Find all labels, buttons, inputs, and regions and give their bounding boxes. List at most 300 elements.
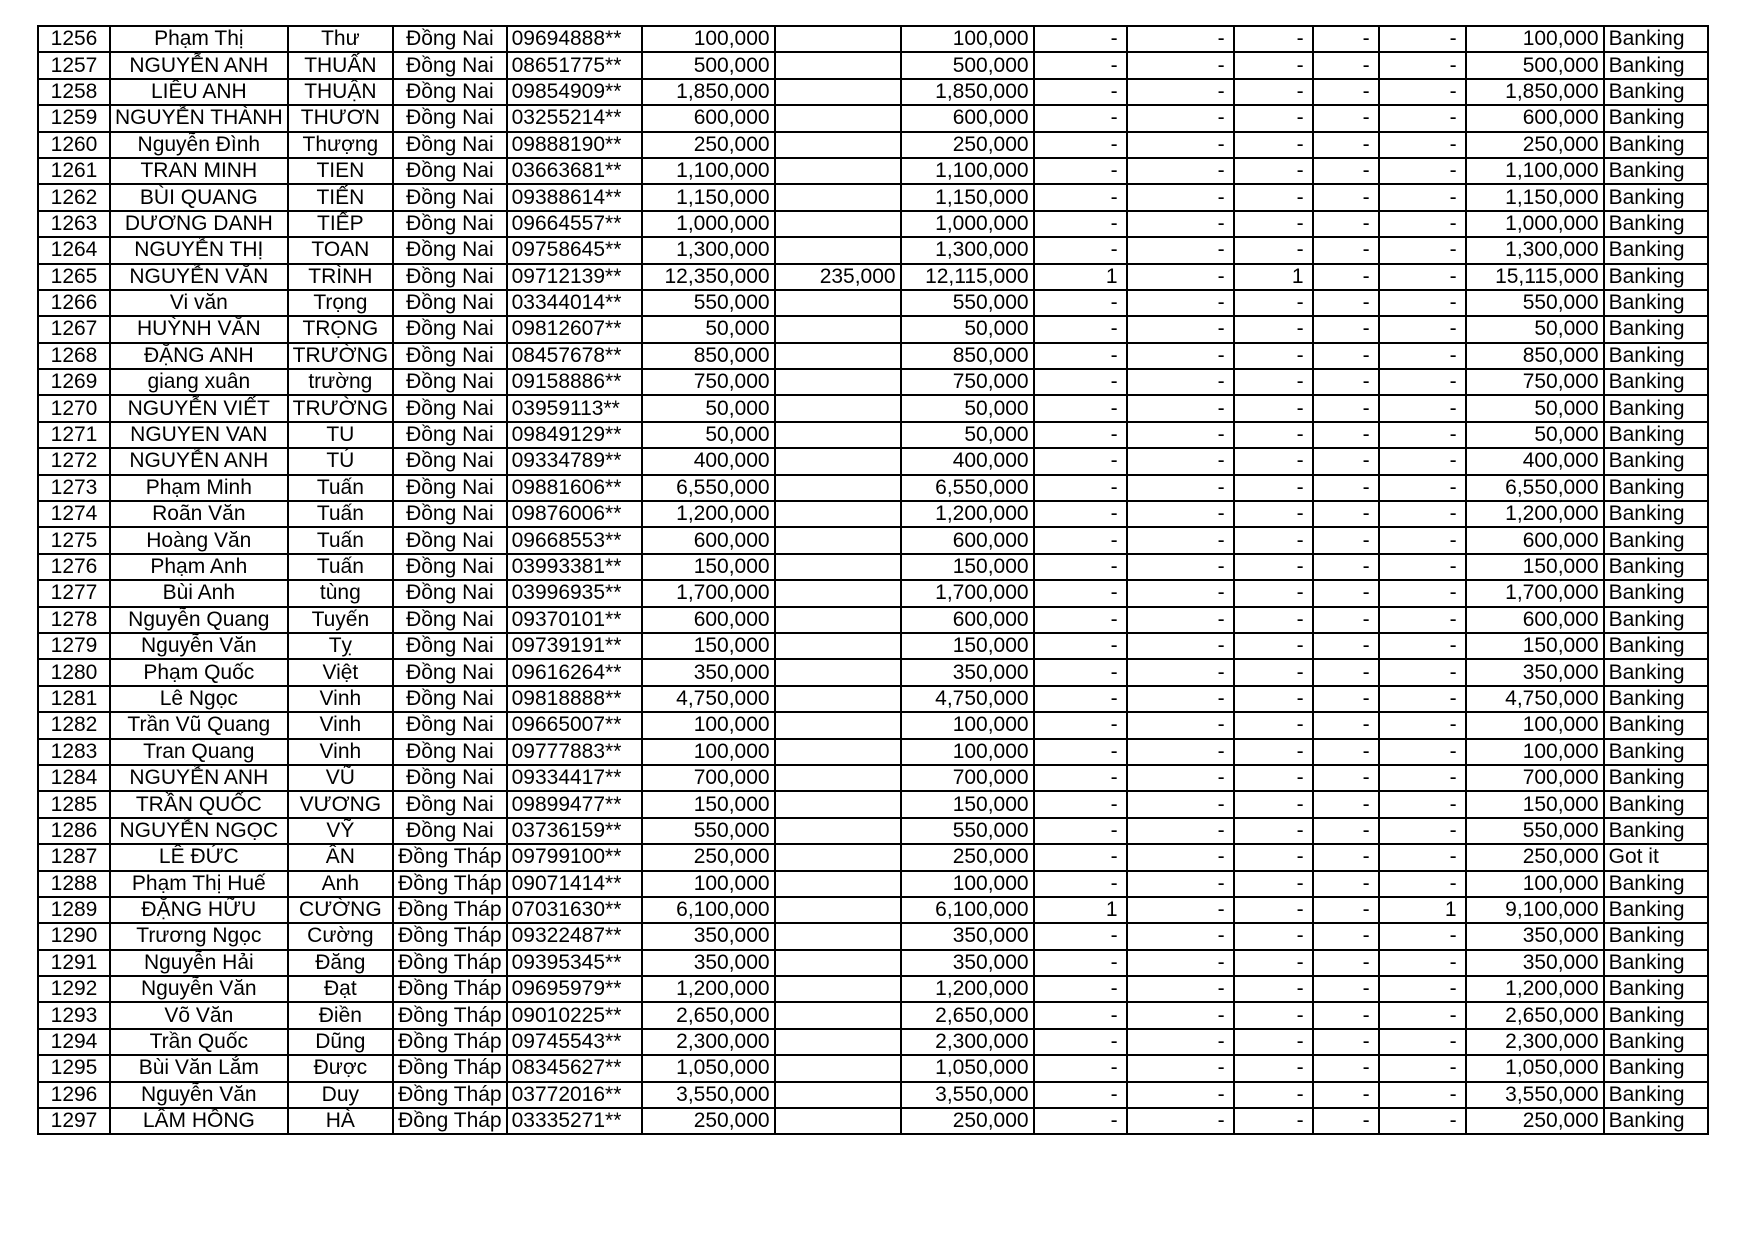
table-row — [38, 923, 1708, 949]
payment-method-cell: Banking — [1604, 316, 1708, 342]
amount-cell: 250,000 — [642, 132, 775, 158]
province-cell: Đồng Nai — [393, 712, 507, 738]
flag-a-cell: - — [1034, 290, 1127, 316]
deduction-cell — [775, 686, 901, 712]
flag-a-cell: - — [1034, 791, 1127, 817]
flag-e-cell: - — [1379, 105, 1466, 131]
amount-cell: 600,000 — [642, 527, 775, 553]
province-cell: Đồng Tháp — [393, 1082, 507, 1108]
given-name-cell: ÂN — [288, 844, 393, 870]
flag-d-cell: - — [1313, 1002, 1379, 1028]
given-name-cell: TRƯỜNG — [288, 395, 393, 421]
row-number-cell: 1268 — [38, 343, 110, 369]
total-cell: 600,000 — [1466, 607, 1604, 633]
deduction-cell — [775, 1029, 901, 1055]
flag-c-cell: - — [1234, 501, 1313, 527]
amount-cell: 1,050,000 — [642, 1055, 775, 1081]
flag-b-cell: - — [1127, 527, 1234, 553]
row-number-cell: 1290 — [38, 923, 110, 949]
table-row — [38, 818, 1708, 844]
flag-e-cell: - — [1379, 448, 1466, 474]
row-number-cell: 1281 — [38, 686, 110, 712]
flag-c-cell: - — [1234, 184, 1313, 210]
flag-d-cell: - — [1313, 686, 1379, 712]
flag-e-cell: - — [1379, 422, 1466, 448]
flag-b-cell: - — [1127, 26, 1234, 52]
flag-d-cell: - — [1313, 818, 1379, 844]
net-amount-cell: 1,200,000 — [901, 976, 1034, 1002]
deduction-cell — [775, 580, 901, 606]
flag-d-cell: - — [1313, 1108, 1379, 1134]
flag-d-cell: - — [1313, 527, 1379, 553]
flag-c-cell: - — [1234, 739, 1313, 765]
flag-c-cell: - — [1234, 369, 1313, 395]
total-cell: 150,000 — [1466, 554, 1604, 580]
phone-cell: 03335271** — [507, 1108, 642, 1134]
table-row — [38, 765, 1708, 791]
flag-b-cell: - — [1127, 739, 1234, 765]
net-amount-cell: 700,000 — [901, 765, 1034, 791]
payment-method-cell: Banking — [1604, 422, 1708, 448]
province-cell: Đồng Nai — [393, 580, 507, 606]
deduction-cell — [775, 739, 901, 765]
table-row — [38, 369, 1708, 395]
table-row — [38, 475, 1708, 501]
flag-c-cell: - — [1234, 554, 1313, 580]
total-cell: 50,000 — [1466, 395, 1604, 421]
row-number-cell: 1296 — [38, 1082, 110, 1108]
amount-cell: 2,300,000 — [642, 1029, 775, 1055]
flag-b-cell: - — [1127, 950, 1234, 976]
total-cell: 600,000 — [1466, 527, 1604, 553]
net-amount-cell: 850,000 — [901, 343, 1034, 369]
flag-b-cell: - — [1127, 422, 1234, 448]
flag-c-cell: - — [1234, 686, 1313, 712]
flag-d-cell: - — [1313, 79, 1379, 105]
flag-b-cell: - — [1127, 343, 1234, 369]
phone-cell: 09849129** — [507, 422, 642, 448]
table-row — [38, 26, 1708, 52]
province-cell: Đồng Nai — [393, 264, 507, 290]
flag-b-cell: - — [1127, 369, 1234, 395]
table-row — [38, 290, 1708, 316]
given-name-cell: Việt — [288, 659, 393, 685]
table-row — [38, 844, 1708, 870]
flag-b-cell: - — [1127, 501, 1234, 527]
payment-method-cell: Banking — [1604, 132, 1708, 158]
net-amount-cell: 600,000 — [901, 105, 1034, 131]
total-cell: 100,000 — [1466, 26, 1604, 52]
flag-d-cell: - — [1313, 475, 1379, 501]
table-row — [38, 237, 1708, 263]
surname-middle-cell: LIÊU ANH — [110, 79, 288, 105]
row-number-cell: 1276 — [38, 554, 110, 580]
total-cell: 550,000 — [1466, 818, 1604, 844]
province-cell: Đồng Tháp — [393, 1055, 507, 1081]
flag-e-cell: - — [1379, 184, 1466, 210]
table-row — [38, 132, 1708, 158]
flag-d-cell: - — [1313, 369, 1379, 395]
given-name-cell: TRƯỜNG — [288, 343, 393, 369]
flag-b-cell: - — [1127, 659, 1234, 685]
payment-method-cell: Banking — [1604, 923, 1708, 949]
flag-c-cell: - — [1234, 527, 1313, 553]
phone-cell: 09694888** — [507, 26, 642, 52]
row-number-cell: 1274 — [38, 501, 110, 527]
flag-d-cell: - — [1313, 580, 1379, 606]
table-row — [38, 633, 1708, 659]
net-amount-cell: 50,000 — [901, 395, 1034, 421]
phone-cell: 09818888** — [507, 686, 642, 712]
flag-e-cell: - — [1379, 871, 1466, 897]
flag-d-cell: - — [1313, 343, 1379, 369]
amount-cell: 700,000 — [642, 765, 775, 791]
payment-method-cell: Banking — [1604, 554, 1708, 580]
row-number-cell: 1264 — [38, 237, 110, 263]
given-name-cell: Tuyến — [288, 607, 393, 633]
flag-b-cell: - — [1127, 105, 1234, 131]
payment-method-cell: Banking — [1604, 448, 1708, 474]
surname-middle-cell: Phạm Thị Huế — [110, 871, 288, 897]
net-amount-cell: 600,000 — [901, 607, 1034, 633]
flag-a-cell: - — [1034, 844, 1127, 870]
payment-method-cell: Banking — [1604, 369, 1708, 395]
total-cell: 850,000 — [1466, 343, 1604, 369]
flag-a-cell: - — [1034, 211, 1127, 237]
flag-d-cell: - — [1313, 554, 1379, 580]
amount-cell: 4,750,000 — [642, 686, 775, 712]
flag-a-cell: - — [1034, 950, 1127, 976]
amount-cell: 3,550,000 — [642, 1082, 775, 1108]
flag-c-cell: - — [1234, 659, 1313, 685]
flag-c-cell: - — [1234, 1055, 1313, 1081]
net-amount-cell: 400,000 — [901, 448, 1034, 474]
surname-middle-cell: NGUYỄN NGỌC — [110, 818, 288, 844]
total-cell: 1,050,000 — [1466, 1055, 1604, 1081]
given-name-cell: Đạt — [288, 976, 393, 1002]
payment-method-cell: Banking — [1604, 1108, 1708, 1134]
total-cell: 2,650,000 — [1466, 1002, 1604, 1028]
flag-b-cell: - — [1127, 712, 1234, 738]
flag-c-cell: - — [1234, 237, 1313, 263]
flag-c-cell: - — [1234, 343, 1313, 369]
table-row — [38, 1029, 1708, 1055]
flag-e-cell: - — [1379, 791, 1466, 817]
flag-a-cell: - — [1034, 1082, 1127, 1108]
flag-b-cell: - — [1127, 448, 1234, 474]
flag-a-cell: - — [1034, 132, 1127, 158]
flag-e-cell: - — [1379, 527, 1466, 553]
flag-b-cell: - — [1127, 818, 1234, 844]
payment-method-cell: Banking — [1604, 633, 1708, 659]
flag-e-cell: - — [1379, 343, 1466, 369]
given-name-cell: Được — [288, 1055, 393, 1081]
flag-d-cell: - — [1313, 237, 1379, 263]
flag-a-cell: - — [1034, 527, 1127, 553]
given-name-cell: VƯƠNG — [288, 791, 393, 817]
flag-b-cell: - — [1127, 580, 1234, 606]
flag-b-cell: - — [1127, 1082, 1234, 1108]
deduction-cell — [775, 158, 901, 184]
row-number-cell: 1266 — [38, 290, 110, 316]
total-cell: 1,200,000 — [1466, 976, 1604, 1002]
flag-d-cell: - — [1313, 422, 1379, 448]
table-row — [38, 501, 1708, 527]
given-name-cell: VŨ — [288, 765, 393, 791]
province-cell: Đồng Nai — [393, 448, 507, 474]
total-cell: 3,550,000 — [1466, 1082, 1604, 1108]
flag-a-cell: - — [1034, 26, 1127, 52]
deduction-cell — [775, 1082, 901, 1108]
amount-cell: 1,150,000 — [642, 184, 775, 210]
net-amount-cell: 6,100,000 — [901, 897, 1034, 923]
flag-e-cell: - — [1379, 818, 1466, 844]
table-row — [38, 448, 1708, 474]
table-row — [38, 343, 1708, 369]
flag-d-cell: - — [1313, 264, 1379, 290]
deduction-cell — [775, 791, 901, 817]
flag-c-cell: 1 — [1234, 264, 1313, 290]
net-amount-cell: 550,000 — [901, 290, 1034, 316]
flag-a-cell: - — [1034, 923, 1127, 949]
amount-cell: 1,200,000 — [642, 976, 775, 1002]
given-name-cell: TÚ — [288, 448, 393, 474]
payment-method-cell: Banking — [1604, 897, 1708, 923]
total-cell: 250,000 — [1466, 132, 1604, 158]
flag-b-cell: - — [1127, 633, 1234, 659]
province-cell: Đồng Nai — [393, 739, 507, 765]
province-cell: Đồng Tháp — [393, 844, 507, 870]
deduction-cell — [775, 818, 901, 844]
flag-e-cell: - — [1379, 765, 1466, 791]
phone-cell: 07031630** — [507, 897, 642, 923]
deduction-cell — [775, 79, 901, 105]
province-cell: Đồng Nai — [393, 290, 507, 316]
net-amount-cell: 750,000 — [901, 369, 1034, 395]
flag-a-cell: - — [1034, 79, 1127, 105]
row-number-cell: 1282 — [38, 712, 110, 738]
deduction-cell — [775, 132, 901, 158]
flag-a-cell: - — [1034, 1055, 1127, 1081]
flag-a-cell: 1 — [1034, 897, 1127, 923]
row-number-cell: 1272 — [38, 448, 110, 474]
given-name-cell: TIẾN — [288, 184, 393, 210]
surname-middle-cell: Tran Quang — [110, 739, 288, 765]
total-cell: 100,000 — [1466, 712, 1604, 738]
flag-e-cell: - — [1379, 1108, 1466, 1134]
phone-cell: 09664557** — [507, 211, 642, 237]
flag-b-cell: - — [1127, 264, 1234, 290]
payment-method-cell: Banking — [1604, 739, 1708, 765]
deduction-cell — [775, 290, 901, 316]
surname-middle-cell: NGUYỄN THỊ — [110, 237, 288, 263]
province-cell: Đồng Nai — [393, 686, 507, 712]
surname-middle-cell: LÊ ĐỨC — [110, 844, 288, 870]
deduction-cell — [775, 52, 901, 78]
deduction-cell — [775, 1055, 901, 1081]
total-cell: 9,100,000 — [1466, 897, 1604, 923]
flag-c-cell: - — [1234, 105, 1313, 131]
flag-b-cell: - — [1127, 316, 1234, 342]
province-cell: Đồng Nai — [393, 475, 507, 501]
flag-a-cell: - — [1034, 554, 1127, 580]
flag-e-cell: - — [1379, 1029, 1466, 1055]
surname-middle-cell: Võ Văn — [110, 1002, 288, 1028]
net-amount-cell: 1,000,000 — [901, 211, 1034, 237]
province-cell: Đồng Nai — [393, 316, 507, 342]
total-cell: 1,700,000 — [1466, 580, 1604, 606]
total-cell: 350,000 — [1466, 950, 1604, 976]
surname-middle-cell: LÂM HỒNG — [110, 1108, 288, 1134]
total-cell: 6,550,000 — [1466, 475, 1604, 501]
flag-b-cell: - — [1127, 290, 1234, 316]
flag-b-cell: - — [1127, 923, 1234, 949]
deduction-cell — [775, 897, 901, 923]
province-cell: Đồng Nai — [393, 343, 507, 369]
row-number-cell: 1287 — [38, 844, 110, 870]
given-name-cell: Tuấn — [288, 475, 393, 501]
table-row — [38, 105, 1708, 131]
phone-cell: 03255214** — [507, 105, 642, 131]
amount-cell: 1,000,000 — [642, 211, 775, 237]
amount-cell: 400,000 — [642, 448, 775, 474]
row-number-cell: 1294 — [38, 1029, 110, 1055]
payment-method-cell: Banking — [1604, 686, 1708, 712]
flag-a-cell: - — [1034, 1029, 1127, 1055]
flag-c-cell: - — [1234, 765, 1313, 791]
surname-middle-cell: NGUYỄN THÀNH — [110, 105, 288, 131]
deduction-cell — [775, 211, 901, 237]
total-cell: 500,000 — [1466, 52, 1604, 78]
surname-middle-cell: Hoàng Văn — [110, 527, 288, 553]
flag-d-cell: - — [1313, 158, 1379, 184]
table-row — [38, 395, 1708, 421]
net-amount-cell: 500,000 — [901, 52, 1034, 78]
given-name-cell: trường — [288, 369, 393, 395]
deduction-cell — [775, 527, 901, 553]
flag-b-cell: - — [1127, 871, 1234, 897]
flag-d-cell: - — [1313, 316, 1379, 342]
total-cell: 2,300,000 — [1466, 1029, 1604, 1055]
net-amount-cell: 150,000 — [901, 633, 1034, 659]
total-cell: 550,000 — [1466, 290, 1604, 316]
amount-cell: 600,000 — [642, 105, 775, 131]
given-name-cell: tùng — [288, 580, 393, 606]
payment-method-cell: Banking — [1604, 395, 1708, 421]
row-number-cell: 1289 — [38, 897, 110, 923]
flag-c-cell: - — [1234, 79, 1313, 105]
flag-e-cell: - — [1379, 686, 1466, 712]
net-amount-cell: 350,000 — [901, 950, 1034, 976]
net-amount-cell: 150,000 — [901, 554, 1034, 580]
table-row — [38, 659, 1708, 685]
total-cell: 50,000 — [1466, 422, 1604, 448]
flag-c-cell: - — [1234, 475, 1313, 501]
deduction-cell — [775, 343, 901, 369]
surname-middle-cell: NGUYỄN ANH — [110, 448, 288, 474]
deduction-cell — [775, 633, 901, 659]
row-number-cell: 1292 — [38, 976, 110, 1002]
amount-cell: 12,350,000 — [642, 264, 775, 290]
surname-middle-cell: Lê Ngọc — [110, 686, 288, 712]
flag-a-cell: - — [1034, 316, 1127, 342]
phone-cell: 09854909** — [507, 79, 642, 105]
table-body — [38, 26, 1708, 1134]
payment-method-cell: Got it — [1604, 844, 1708, 870]
flag-b-cell: - — [1127, 395, 1234, 421]
surname-middle-cell: Phạm Anh — [110, 554, 288, 580]
row-number-cell: 1256 — [38, 26, 110, 52]
amount-cell: 600,000 — [642, 607, 775, 633]
amount-cell: 1,850,000 — [642, 79, 775, 105]
surname-middle-cell: Phạm Quốc — [110, 659, 288, 685]
flag-b-cell: - — [1127, 211, 1234, 237]
net-amount-cell: 1,300,000 — [901, 237, 1034, 263]
flag-d-cell: - — [1313, 448, 1379, 474]
total-cell: 1,850,000 — [1466, 79, 1604, 105]
province-cell: Đồng Tháp — [393, 923, 507, 949]
amount-cell: 2,650,000 — [642, 1002, 775, 1028]
flag-a-cell: - — [1034, 976, 1127, 1002]
total-cell: 100,000 — [1466, 871, 1604, 897]
amount-cell: 350,000 — [642, 659, 775, 685]
total-cell: 600,000 — [1466, 105, 1604, 131]
flag-d-cell: - — [1313, 923, 1379, 949]
province-cell: Đồng Tháp — [393, 1108, 507, 1134]
flag-a-cell: - — [1034, 52, 1127, 78]
total-cell: 1,300,000 — [1466, 237, 1604, 263]
flag-b-cell: - — [1127, 132, 1234, 158]
flag-b-cell: - — [1127, 897, 1234, 923]
surname-middle-cell: Trần Vũ Quang — [110, 712, 288, 738]
amount-cell: 350,000 — [642, 950, 775, 976]
deduction-cell — [775, 26, 901, 52]
payment-method-cell: Banking — [1604, 791, 1708, 817]
flag-d-cell: - — [1313, 184, 1379, 210]
given-name-cell: Vinh — [288, 712, 393, 738]
province-cell: Đồng Nai — [393, 607, 507, 633]
net-amount-cell: 2,300,000 — [901, 1029, 1034, 1055]
deduction-cell — [775, 844, 901, 870]
phone-cell: 09899477** — [507, 791, 642, 817]
flag-d-cell: - — [1313, 871, 1379, 897]
given-name-cell: Đăng — [288, 950, 393, 976]
flag-d-cell: - — [1313, 950, 1379, 976]
total-cell: 4,750,000 — [1466, 686, 1604, 712]
table-row — [38, 1108, 1708, 1134]
net-amount-cell: 4,750,000 — [901, 686, 1034, 712]
table-row — [38, 897, 1708, 923]
given-name-cell: Duy — [288, 1082, 393, 1108]
flag-c-cell: - — [1234, 52, 1313, 78]
deduction-cell — [775, 369, 901, 395]
flag-e-cell: - — [1379, 580, 1466, 606]
table-row — [38, 554, 1708, 580]
given-name-cell: TIEN — [288, 158, 393, 184]
given-name-cell: Trọng — [288, 290, 393, 316]
province-cell: Đồng Nai — [393, 132, 507, 158]
phone-cell: 09695979** — [507, 976, 642, 1002]
province-cell: Đồng Tháp — [393, 1002, 507, 1028]
province-cell: Đồng Nai — [393, 501, 507, 527]
amount-cell: 1,100,000 — [642, 158, 775, 184]
province-cell: Đồng Nai — [393, 818, 507, 844]
amount-cell: 350,000 — [642, 923, 775, 949]
flag-a-cell: - — [1034, 1108, 1127, 1134]
deduction-cell — [775, 765, 901, 791]
surname-middle-cell: NGUYỄN ANH — [110, 765, 288, 791]
deduction-cell — [775, 1108, 901, 1134]
